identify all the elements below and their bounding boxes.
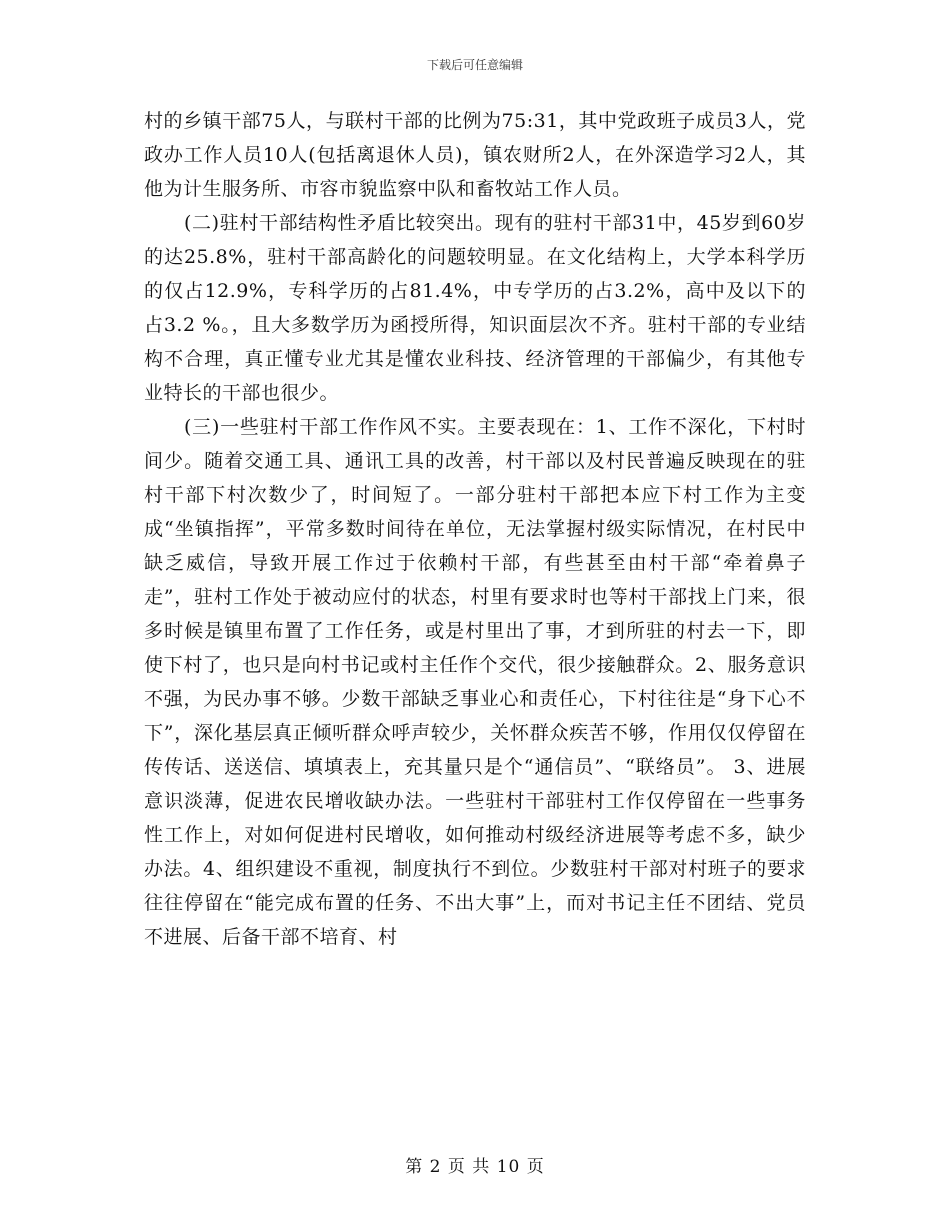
page-number-footer: 第 2 页 共 10 页 xyxy=(405,1157,545,1177)
paragraph-continuation: 村的乡镇干部75人，与联村干部的比例为75:31，其中党政班子成员3人，党政办工作人员10人(包括离退休人员)，镇农财所2人，在外深造学习2人，其他为计生服务所、市容市貌监察中队和畜牧站工作人员。 xyxy=(144,110,806,200)
page-header: 下载后可任意编辑 xyxy=(426,58,523,72)
paragraph-section-2: (二)驻村干部结构性矛盾比较突出。现有的驻村干部31中，45岁到60岁的达25.8%，驻村干部高龄化的问题较明显。在文化结构上，大学本科学历的仅占12.9%，专科学历的占81.4%，中专学历的占3.2%，高中及以下的占3.2 %。，且大多数学历为函授所得，知识面层次不齐。驻村干部的专业结构不合理，真正懂专业尤其是懂农业科技、经济管理的干部偏少，有其他专业特长的干部也很少。 xyxy=(144,212,806,404)
document-body xyxy=(144,104,806,954)
paragraph-section-3: (三)一些驻村干部工作作风不实。主要表现在：1、工作不深化，下村时间少。随着交通工具、通讯工具的改善，村干部以及村民普遍反映现在的驻村干部下村次数少了，时间短了。一部分驻村干部把本应下村工作为主变成“坐镇指挥”，平常多数时间待在单位，无法掌握村级实际情况，在村民中缺乏威信，导致开展工作过于依赖村干部，有些甚至由村干部“牵着鼻子走”，驻村工作处于被动应付的状态，村里有要求时也等村干部找上门来，很多时候是镇里布置了工作任务，或是村里出了事，才到所驻的村去一下，即使下村了，也只是向村书记或村主任作个交代，很少接触群众。2、服务意识不强，为民办事不够。少数干部缺乏事业心和责任心，下村往往是“身下心不下”，深化基层真正倾听群众呼声较少，关怀群众疾苦不够，作用仅仅停留在传传话、送送信、填填表上，充其量只是个“通信员”、“联络员”。 3、进展意识淡薄，促进农民增收缺办法。一些驻村干部驻村工作仅停留在一些事务性工作上，对如何促进村民增收，如何推动村级经济进展等考虑不多，缺少办法。4、组织建设不重视，制度执行不到位。少数驻村干部对村班子的要求往往停留在“能完成布置的任务、不出大事”上，而对书记主任不团结、党员不进展、后备干部不培育、村 xyxy=(144,416,806,948)
